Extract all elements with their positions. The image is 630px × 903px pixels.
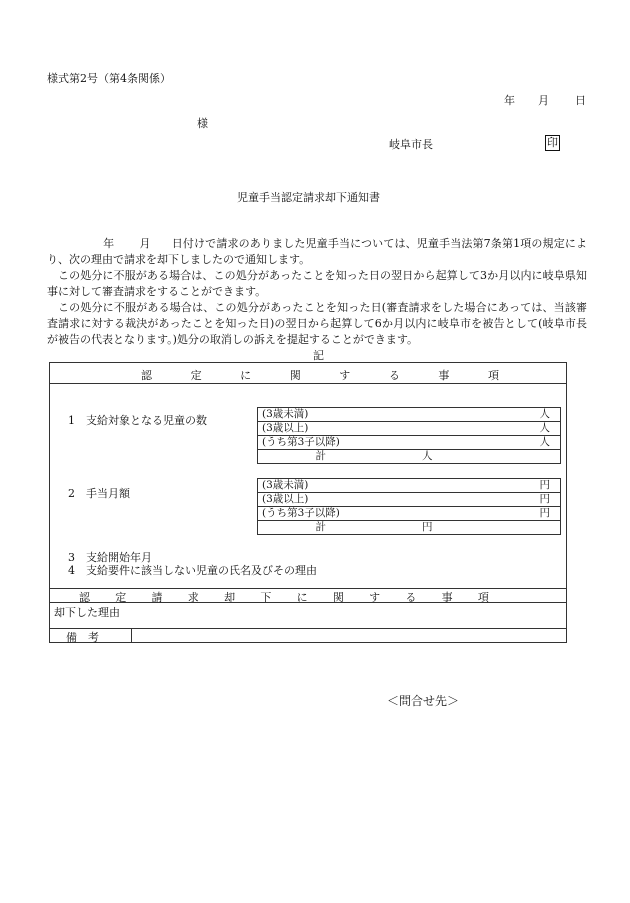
- table-row: (3歳以上) 人: [258, 422, 561, 436]
- details-box: [49, 362, 567, 643]
- children-count-table: [257, 407, 561, 464]
- document-title: 児童手当認定請求却下通知書: [237, 191, 380, 204]
- ki-label: 記: [313, 349, 324, 362]
- table-row: (3歳未満) 人: [258, 408, 561, 422]
- body-paragraph-1: 年 月 日付けで請求のありました児童手当については、児童手当法第7条第1項の規定により、次の理由で請求を却下しましたので通知します。: [47, 237, 587, 267]
- contact-label: ＜問合せ先＞: [387, 694, 460, 708]
- table-row: (3歳以上) 円: [258, 493, 561, 507]
- table-row: (うち第3子以降) 円: [258, 507, 561, 521]
- date-year: 年: [504, 94, 515, 107]
- addressee-suffix: 様: [197, 117, 208, 130]
- item1-label: 1 支給対象となる児童の数: [68, 414, 207, 427]
- table-row: 計 人: [258, 450, 561, 464]
- date-day: 日: [575, 94, 586, 107]
- item3-label: 3 支給開始年月: [68, 551, 152, 564]
- body-paragraph-2: この処分に不服がある場合は、この処分があったことを知った日の翌日から起算して3か月以内に岐阜県知事に対して審査請求をすることができます。: [47, 269, 587, 299]
- date-month: 月: [538, 94, 549, 107]
- item2-label: 2 手当月額: [68, 487, 130, 500]
- seal-mark: 印: [547, 136, 558, 149]
- issuer: 岐阜市長: [389, 138, 433, 151]
- form-id: 様式第2号（第4条関係）: [47, 72, 171, 85]
- table-row: (うち第3子以降) 人: [258, 436, 561, 450]
- monthly-amount-table: [257, 478, 561, 535]
- table-row: (3歳未満) 円: [258, 479, 561, 493]
- section1-header: 認 定 に 関 す る 事 項: [141, 369, 499, 382]
- table-row: 計 円: [258, 521, 561, 535]
- item4-label: 4 支給要件に該当しない児童の氏名及びその理由: [68, 564, 317, 577]
- section2-header: 認 定 請 求 却 下 に 関 す る 事 項: [79, 591, 489, 604]
- remarks-label: 備 考: [66, 631, 99, 644]
- body-paragraph-3: この処分に不服がある場合は、この処分があったことを知った日(審査請求をした場合にあっては、当該審査請求に対する裁決があったことを知った日)の翌日から起算して6か月以内に岐阜市を被告として(岐阜市長が被告の代表となります。)処分の取消しの訴えを提起することができます。: [47, 301, 587, 347]
- rejection-reason-label: 却下した理由: [54, 606, 120, 619]
